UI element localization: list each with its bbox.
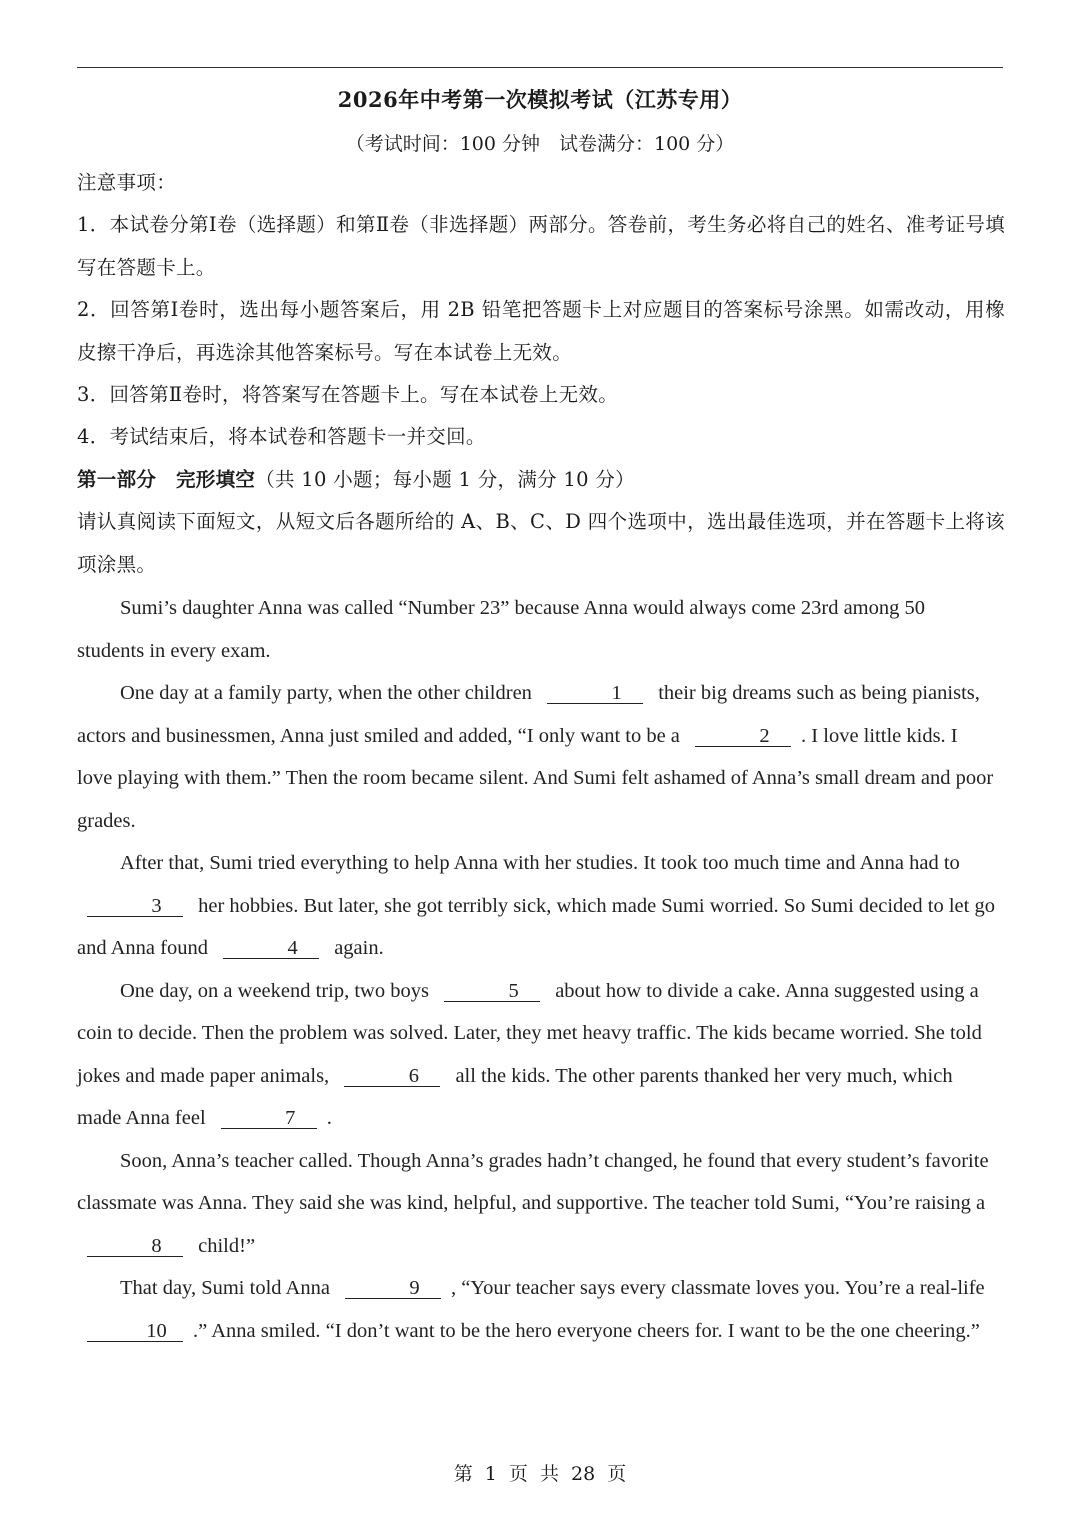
passage-paragraph: After that, Sumi tried everything to help Anna with her studies. It took too much time and Anna had to 3 her hobbies. But later, she got terribly sick, which made Sumi worried. So Sumi decided to let go and Anna found 4 again. (77, 852, 995, 959)
notes-heading: 注意事项： (77, 171, 177, 194)
header-rule (77, 67, 1003, 68)
answer-blank: 5 (444, 981, 540, 1002)
section-header (77, 459, 1005, 502)
passage-paragraph: Sumi’s daughter Anna was called “Number 23” because Anna would always come 23rd among 50 students in every exam. (77, 597, 925, 662)
section-instruction: 请认真阅读下面短文，从短文后各题所给的 A、B、C、D 四个选项中，选出最佳选项，并在答题卡上将该项涂黑。 (77, 510, 1005, 576)
note-item-1: 1．本试卷分第Ⅰ卷（选择题）和第Ⅱ卷（非选择题）两部分。答卷前，考生务必将自己的姓名、准考证号填写在答题卡上。 (77, 213, 1005, 279)
answer-blank: 8 (87, 1236, 183, 1257)
page-title: 2026年中考第一次模拟考试（江苏专用） (337, 87, 743, 112)
answer-blank: 1 (547, 683, 643, 704)
passage-paragraph: That day, Sumi told Anna 9 , “Your teacher says every classmate loves you. You’re a real-life 10 .” Anna smiled. “I don’t want to be the hero everyone cheers for. I want to be the one cheering.” (77, 1267, 995, 1352)
answer-blank: 6 (344, 1066, 440, 1087)
passage-paragraph: One day, on a weekend trip, two boys 5 about how to divide a cake. Anna suggested using a coin to decide. Then the problem was solved. Later, they met heavy traffic. The kids became worried. She told jokes and made paper animals, 6 all the kids. The other parents thanked her very much, which made Anna feel 7 . (77, 979, 982, 1129)
answer-blank: 7 (221, 1108, 317, 1129)
answer-blank: 10 (87, 1321, 183, 1342)
passage-paragraph: One day at a family party, when the other children 1 their big dreams such as being pianists, actors and businessmen, Anna just smiled and added, “I only want to be a 2 . I love little kids. I love playing with them.” Then the room became silent. And Sumi felt ashamed of Anna’s small dream and poor grades. (77, 682, 994, 832)
answer-blank: 9 (345, 1278, 441, 1299)
passage-paragraph: Soon, Anna’s teacher called. Though Anna’s grades hadn’t changed, he found that every student’s favorite classmate was Anna. They said she was kind, helpful, and supportive. The teacher told Sumi, “You’re raising a 8 child!” (77, 1149, 989, 1257)
note-item-2: 2．回答第Ⅰ卷时，选出每小题答案后，用 2B 铅笔把答题卡上对应题目的答案标号涂黑。如需改动，用橡皮擦干净后，再选涂其他答案标号。写在本试卷上无效。 (77, 298, 1005, 364)
note-item-3: 3．回答第Ⅱ卷时，将答案写在答题卡上。写在本试卷上无效。 (77, 383, 619, 406)
cloze-passage (77, 587, 995, 1352)
exam-info: （考试时间：100 分钟 试卷满分：100 分） (345, 133, 735, 155)
section-title: 第一部分 完形填空 (77, 468, 256, 491)
note-item-4: 4．考试结束后，将本试卷和答题卡一并交回。 (77, 425, 486, 448)
answer-blank: 3 (87, 896, 183, 917)
answer-blank: 2 (695, 726, 791, 747)
answer-blank: 4 (223, 938, 319, 959)
page-number: 第 1 页 共 28 页 (453, 1463, 627, 1485)
section-note: （共 10 小题；每小题 1 分，满分 10 分） (255, 468, 635, 491)
